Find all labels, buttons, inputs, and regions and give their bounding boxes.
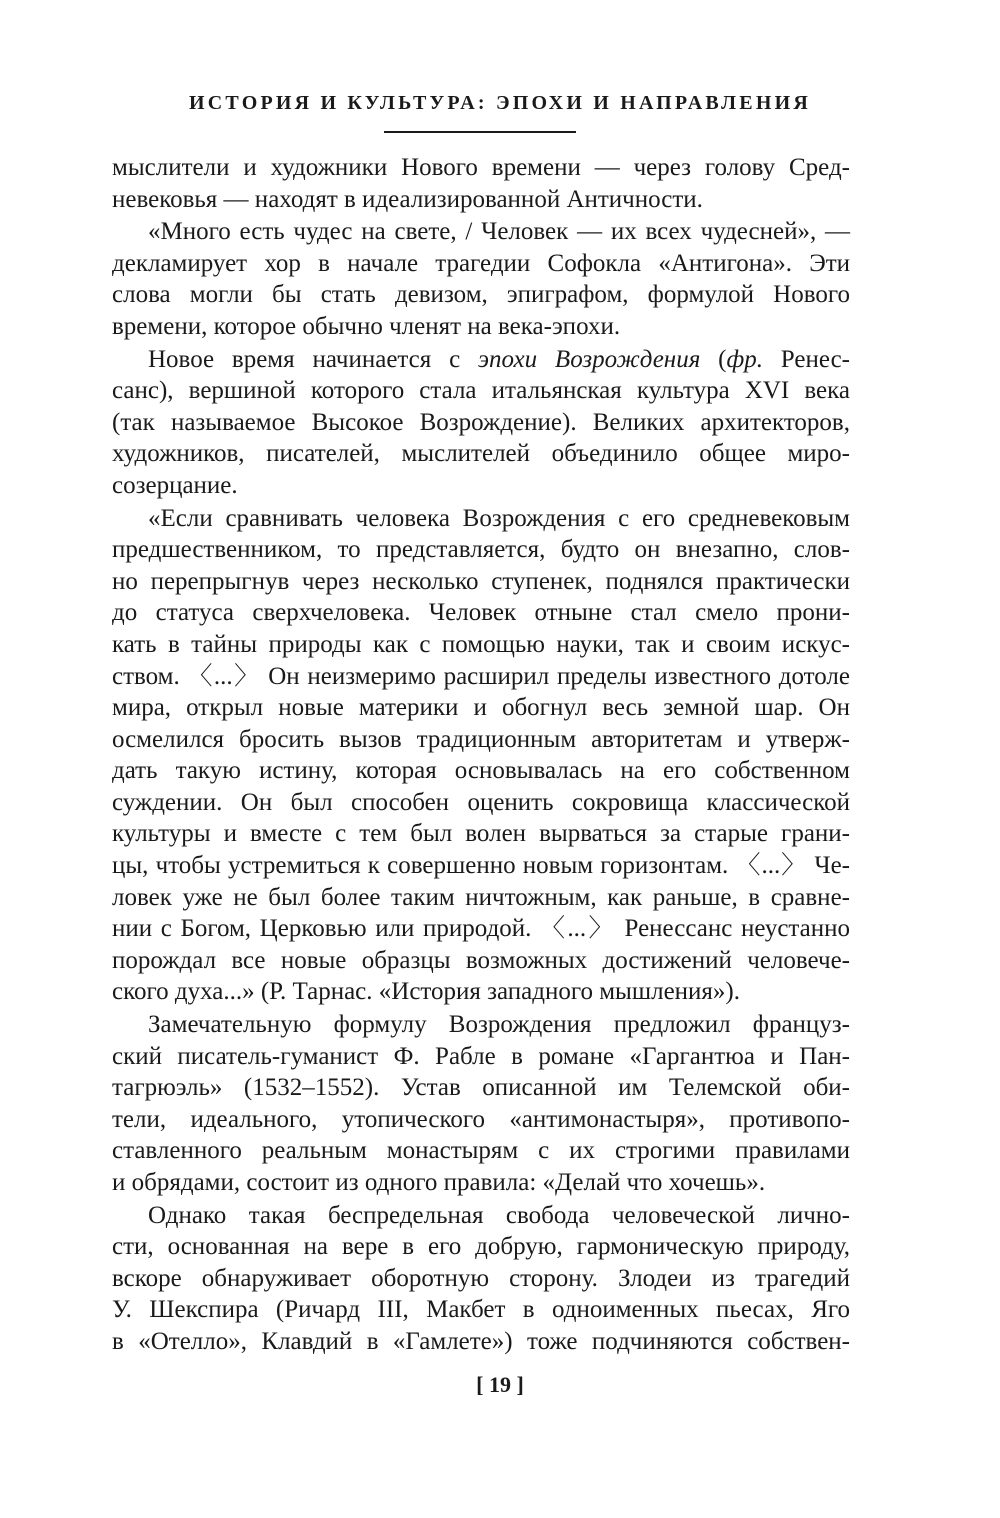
paragraph <box>112 152 850 215</box>
text-line <box>112 344 850 376</box>
text-line: порождал все новые образцы возможных достижений человече- <box>112 946 850 974</box>
text-line: тагрюэль» (1532–1552). Устав описанной им Телемской оби- <box>112 1074 850 1102</box>
text-line: (так называемое Высокое Возрождение). Великих архитекторов, <box>112 408 850 436</box>
text-line: художников, писателей, мыслителей объединило общее миро- <box>112 440 850 468</box>
text-line: Однако такая беспредельная свобода человеческой лично- <box>148 1201 850 1229</box>
text-line: мира, открыл новые материки и обогнул весь земной шар. Он <box>112 694 850 722</box>
text-line: дать такую истину, которая основывалась на его собственном <box>112 757 850 785</box>
text-run: Ренес- <box>762 345 850 373</box>
text-line: слова могли бы стать девизом, эпиграфом, формулой Нового <box>112 281 850 309</box>
text-line: цы, чтобы устремиться к совершенно новым горизонтам. 〈...〉 Че- <box>112 852 850 880</box>
text-line: предшественником, то представляется, будто он внезапно, слов- <box>112 536 850 564</box>
text-line: ставленного реальным монастырям с их строгими правилами <box>112 1137 850 1165</box>
italic-term: эпохи Возрождения <box>478 345 701 373</box>
text-line: культуры и вместе с тем был волен вырваться за старые грани- <box>112 820 850 848</box>
text-line: санс), вершиной которого стала итальянская культура XVI века <box>112 377 850 405</box>
text-line: «Много есть чудес на свете, / Человек — их всех чудесней», — <box>148 218 850 246</box>
text-line: кать в тайны природы как с помощью науки, так и своим искус- <box>112 630 850 658</box>
text-line: ский писатель-гуманист Ф. Рабле в романе «Гаргантюа и Пан- <box>112 1042 850 1070</box>
text-line: нии с Богом, Церковью или природой. 〈...〉 Ренессанс неустанно <box>112 915 850 943</box>
text-line: и обрядами, состоит из одного правила: «Делай что хочешь». <box>112 1169 766 1196</box>
text-line: ского духа...» (Р. Тарнас. «История западного мышления»). <box>112 978 741 1006</box>
text-line: тели, идеального, утопического «антимонастыря», противопо- <box>112 1105 850 1133</box>
text-line: до статуса сверхчеловека. Человек отныне стал смело прони- <box>112 599 850 627</box>
paragraph <box>112 1200 850 1358</box>
text-line: невековья — находят в идеализированной Античности. <box>112 185 703 213</box>
running-title: ИСТОРИЯ И КУЛЬТУРА: ЭПОХИ И НАПРАВЛЕНИЯ <box>189 92 811 114</box>
header-rule <box>384 131 576 133</box>
text-line: ством. 〈...〉 Он неизмеримо расширил пределы известного дотоле <box>112 662 850 690</box>
paragraph <box>112 1009 850 1199</box>
running-header <box>0 92 1000 115</box>
italic-abbreviation: фр. <box>726 345 763 373</box>
text-line: вскоре обнаруживает оборотную сторону. Злодеи из трагедий <box>112 1264 850 1292</box>
paragraph <box>112 344 850 502</box>
page-number: [ 19 ] <box>476 1372 524 1397</box>
paragraph <box>112 503 850 1009</box>
text-line: времени, которое обычно членят на века-эпохи. <box>112 312 621 340</box>
page-body <box>112 152 850 1358</box>
text-line: декламирует хор в начале трагедии Софокла «Антигона». Эти <box>112 249 850 277</box>
text-line: созерцание. <box>112 471 238 499</box>
paragraph <box>112 216 850 342</box>
text-run: ( <box>700 345 727 373</box>
text-line: в «Отелло», Клавдий в «Гамлете») тоже подчиняются собствен- <box>112 1327 850 1355</box>
text-line: но перепрыгнув через несколько ступенек, поднялся практически <box>112 567 850 595</box>
text-line: осмелился бросить вызов традиционным авторитетам и утверж- <box>112 725 850 753</box>
text-line: мыслители и художники Нового времени — через голову Сред- <box>112 154 850 181</box>
text-run: Новое время начинается с <box>148 345 478 373</box>
text-line: У. Шекспира (Ричард III, Макбет в одноименных пьесах, Яго <box>112 1296 850 1324</box>
text-line: суждении. Он был способен оценить сокровища классической <box>112 788 850 816</box>
text-line: Замечательную формулу Возрождения предложил француз- <box>148 1011 850 1039</box>
text-line: сти, основанная на вере в его добрую, гармоническую природу, <box>112 1233 850 1261</box>
text-line: «Если сравнивать человека Возрождения с его средневековым <box>148 504 850 532</box>
text-line: ловек уже не был более таким ничтожным, как раньше, в сравне- <box>112 883 850 911</box>
